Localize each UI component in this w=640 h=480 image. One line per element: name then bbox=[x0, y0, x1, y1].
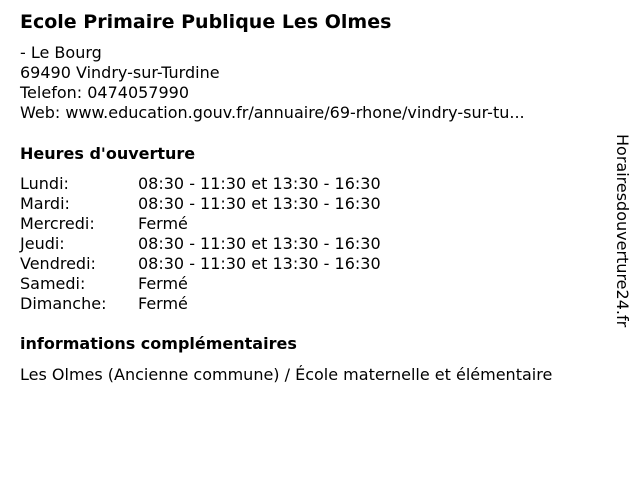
phone-number: Telefon: 0474057990 bbox=[20, 83, 190, 102]
hours-row-friday bbox=[20, 254, 381, 274]
day-hours: 08:30 - 11:30 et 13:30 - 16:30 bbox=[138, 234, 381, 253]
day-label: Mercredi: bbox=[20, 214, 95, 233]
address-street: - Le Bourg bbox=[20, 43, 102, 62]
opening-hours-heading: Heures d'ouverture bbox=[20, 144, 196, 163]
hours-row-saturday bbox=[20, 274, 381, 294]
day-hours: Fermé bbox=[138, 294, 188, 313]
day-hours: 08:30 - 11:30 et 13:30 - 16:30 bbox=[138, 194, 381, 213]
site-watermark: Horairesdouverture24.fr bbox=[613, 134, 632, 328]
day-label: Samedi: bbox=[20, 274, 86, 293]
day-label: Lundi: bbox=[20, 174, 69, 193]
day-hours: 08:30 - 11:30 et 13:30 - 16:30 bbox=[138, 174, 381, 193]
opening-hours-table bbox=[20, 174, 381, 314]
additional-info-heading: informations complémentaires bbox=[20, 334, 297, 353]
additional-info-text: Les Olmes (Ancienne commune) / École maternelle et élémentaire bbox=[20, 365, 553, 384]
hours-row-tuesday bbox=[20, 194, 381, 214]
day-label: Mardi: bbox=[20, 194, 70, 213]
day-hours: Fermé bbox=[138, 214, 188, 233]
hours-row-sunday bbox=[20, 294, 381, 314]
address-block bbox=[20, 43, 525, 123]
day-label: Vendredi: bbox=[20, 254, 96, 273]
hours-row-thursday bbox=[20, 234, 381, 254]
address-city: 69490 Vindry-sur-Turdine bbox=[20, 63, 220, 82]
hours-row-wednesday bbox=[20, 214, 381, 234]
hours-row-monday bbox=[20, 174, 381, 194]
day-label: Jeudi: bbox=[20, 234, 65, 253]
website-link: Web: www.education.gouv.fr/annuaire/69-rhone/vindry-sur-tu... bbox=[20, 103, 525, 122]
day-hours: 08:30 - 11:30 et 13:30 - 16:30 bbox=[138, 254, 381, 273]
business-name: Ecole Primaire Publique Les Olmes bbox=[20, 11, 392, 33]
day-label: Dimanche: bbox=[20, 294, 107, 313]
day-hours: Fermé bbox=[138, 274, 188, 293]
